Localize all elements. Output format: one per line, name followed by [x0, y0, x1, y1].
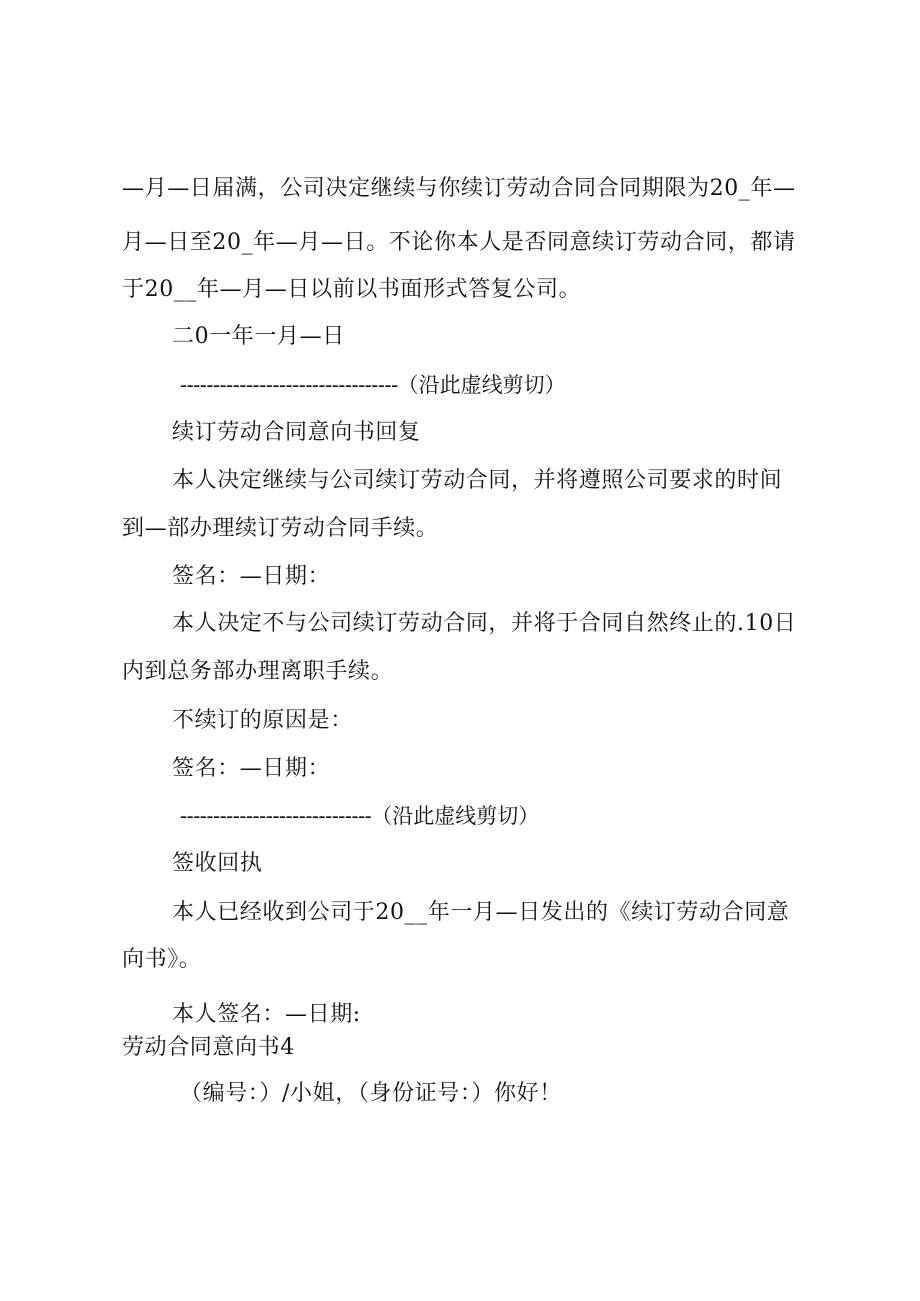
greeting-line: （编号：）/小姐，（身份证号：）你好！: [180, 1081, 562, 1106]
cut-line-2-label: （沿此虚线剪切）: [371, 804, 540, 828]
cut-line-1-dashes: ---------------------------------: [180, 373, 398, 397]
paragraph-1-line-3: 于20__年—月—日以前以书面形式答复公司。: [122, 277, 582, 302]
reply-title: 续订劳动合同意向书回复: [172, 420, 421, 445]
section-title: 劳动合同意向书4: [122, 1035, 295, 1060]
cut-line-2: [180, 801, 539, 831]
renew-paragraph-line-2: 到—部办理续订劳动合同手续。: [122, 516, 439, 541]
sign-line-2: 签名：—日期：: [172, 756, 331, 781]
receipt-sign-line: 本人签名：—日期:: [172, 1002, 361, 1027]
date-line: 二0一年一月—日: [172, 324, 345, 349]
sign-line-1: 签名：—日期：: [172, 564, 331, 589]
receipt-paragraph-line-1: 本人已经收到公司于20__年一月—日发出的《续订劳动合同意: [172, 900, 790, 925]
receipt-paragraph-line-2: 向书》。: [122, 947, 202, 972]
paragraph-1-line-2: 月—日至20_年—月—日。不论你本人是否同意续订劳动合同，都请: [122, 230, 796, 255]
cut-line-1: [180, 370, 566, 400]
no-renew-paragraph-line-2: 内到总务部办理离职手续。: [122, 659, 394, 684]
no-renew-paragraph-line-1: 本人决定不与公司续订劳动合同，并将于合同自然终止的.10日: [172, 611, 797, 636]
cut-line-1-label: （沿此虚线剪切）: [397, 373, 566, 397]
renew-paragraph-line-1: 本人决定继续与公司续订劳动合同，并将遵照公司要求的时间: [172, 468, 783, 493]
receipt-title: 签收回执: [172, 851, 263, 876]
paragraph-1-line-1: —月—日届满，公司决定继续与你续订劳动合同合同期限为20_年—: [122, 176, 796, 201]
cut-line-2-dashes: -----------------------------: [180, 804, 372, 828]
reason-line: 不续订的原因是：: [172, 708, 353, 733]
